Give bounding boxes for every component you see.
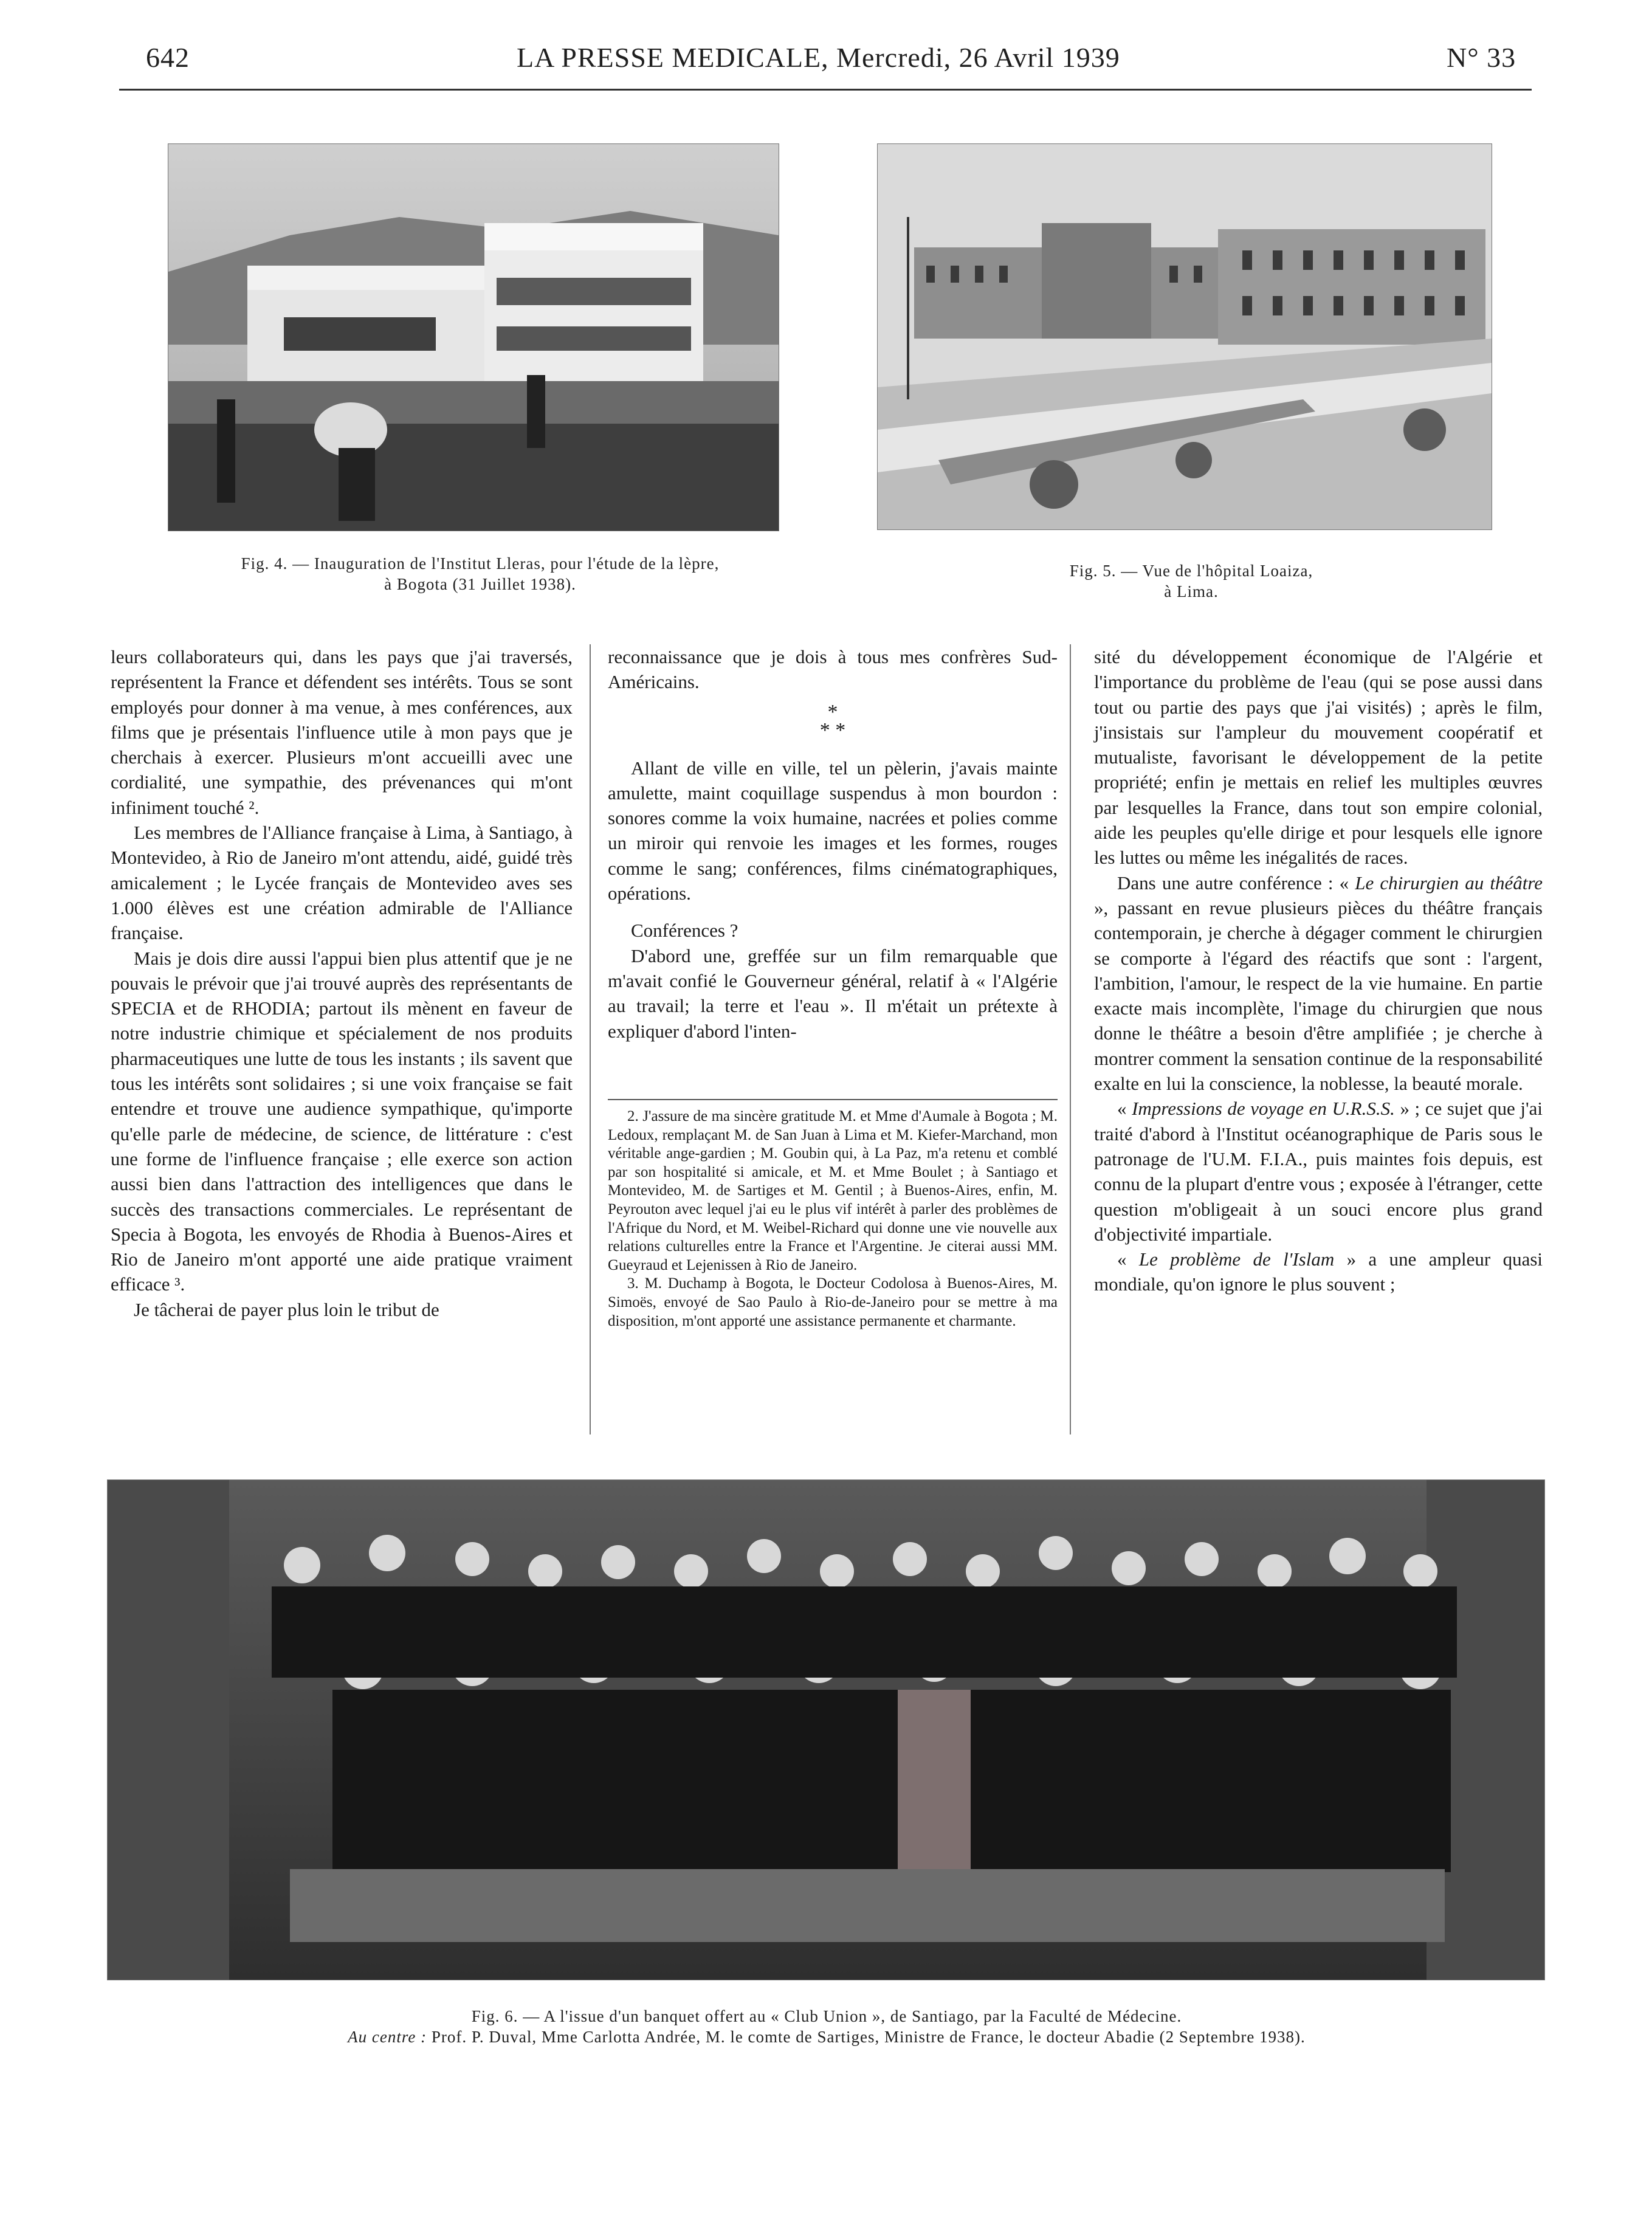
col1-paragraph-4: Je tâcherai de payer plus loin le tribut de (134, 1298, 439, 1320)
footnote-2: 2. J'assure de ma sincère gratitude M. et Mme d'Aumale à Bogota ; M. Ledoux, remplaçant M. de San Juan à Lima et M. Kiefer-Marchand, mon véritable ange-gardien ; M. Goubin qui, à La Paz, m'a retenu et comblé par son hospitalité si amicale, et M. et Mme Boulet ; à Santiago et Montevideo, M. de Sartiges et M. Gentil ; à Buenos-Aires, enfin, M. Peyrouton avec lequel j'ai eu le plus vif intérêt à parler des problèmes de l'Afrique du Nord, et M. Weibel-Richard qui donne une vie nouvelle aux relations culturelles entre la France et l'Argentine. Je citerai aussi MM. Gueyraud et Lejenissen à Rio de Janeiro. (608, 1108, 1058, 1273)
fig4-caption (182, 553, 778, 594)
journal-name: LA PRESSE MEDICALE, (517, 42, 829, 73)
fig6-group-photo (107, 1479, 1545, 1980)
fig5-photo (877, 143, 1492, 530)
fig4-illustration (168, 144, 779, 531)
col2-paragraph-3: Conférences ? (631, 920, 738, 942)
asterisk-top: * (827, 700, 838, 723)
col2-paragraph-1: reconnaissance que je dois à tous mes confrères Sud-Américains. (608, 646, 1058, 693)
col3-p2-rest: », passant en revue plusieurs pièces du théâtre français contemporain, je cherche à dégager comment le chirurgien se comporte à l'égard des réactifs que sont : l'argent, l'ambition, l'amour, le respect de la vie humaine. En partie exacte mais incomplète, l'image du chirurgien que nous donne le théâtre a besoin d'être amplifiée ; je cherche à montrer comment la sensation continue de la responsabilité exalte en lui la conscience, la noblesse, la beauté morale. (1094, 897, 1543, 1095)
page-number: 642 (146, 42, 190, 73)
fig6-caption-line1: Fig. 6. — A l'issue d'un banquet offert au « Club Union », de Santiago, par la Faculté de Médecine. (471, 2007, 1182, 2025)
col3-p4-title: Le problème de l'Islam (1138, 1248, 1335, 1270)
fig6-caption-prefix: Au centre : (348, 2028, 427, 2046)
section-break-asterisks (608, 700, 1058, 742)
fig6-caption-line2 (158, 2027, 1495, 2047)
text-column-3 (1094, 644, 1543, 1297)
fig5-illustration (878, 144, 1492, 529)
text-column-1 (111, 644, 573, 1322)
col2-paragraph-2: Allant de ville en ville, tel un pèlerin, j'avais mainte amulette, maint coquillage suspendus à mon bourdon : sonores comme la voix humaine, nacrées et polies comme un miroir qui renvoie les images et les formes, rouges comme le sang; conférences, films cinématographiques, opérations. (608, 757, 1058, 904)
col3-p4-start: « (1117, 1248, 1139, 1270)
text-column-2 (608, 644, 1058, 1044)
footnote-rule (608, 1099, 1058, 1100)
col1-paragraph-2: Les membres de l'Alliance française à Lima, à Santiago, à Montevideo, à Rio de Janeiro m'ont attendu, aidé, guidé très amicalement ; le Lycée français de Montevideo aves ses 1.000 élèves est une création admirable de l'Alliance française. (111, 822, 573, 944)
column-rule-1 (590, 644, 591, 1434)
col3-p3-rest: » ; ce sujet que j'ai traité d'abord à l'Institut océanographique de Paris sous le patronage de l'U.M. F.I.A., puis maintes fois depuis, est connu de la plupart d'entre vous ; exposée à l'étranger, cette question m'obligeait à un souci encore plus grand d'objectivité impartiale. (1094, 1098, 1543, 1245)
header-rule (119, 89, 1532, 91)
fig6-illustration (108, 1480, 1544, 1980)
col1-paragraph-1: leurs collaborateurs qui, dans les pays que j'ai traversés, représentent la France et défendent ses intérêts. Tous se sont employés pour donner à ma venue, à mes conférences, aux films que je présentais l'influence utile à mon pays que je cherchais à exercer. Plusieurs m'ont accueilli avec une cordialité, une sympathie, des prévenances qui m'ont infiniment touché ². (111, 646, 573, 818)
col3-paragraph-2 (1094, 870, 1543, 1097)
col3-p3-title: Impressions de voyage en U.R.S.S. (1132, 1098, 1395, 1120)
journal-title (517, 41, 1120, 74)
fig5-caption-line1: Fig. 5. — Vue de l'hôpital Loaiza, (1069, 562, 1313, 580)
fig6-caption (158, 2006, 1495, 2047)
fig4-caption-line1: Fig. 4. — Inauguration de l'Institut Lleras, pour l'étude de la lèpre, (241, 554, 720, 573)
column-rule-2 (1070, 644, 1071, 1434)
fig4-photo (168, 143, 779, 531)
footnotes (608, 1107, 1058, 1331)
fig6-caption-names: Prof. P. Duval, Mme Carlotta Andrée, M. le comte de Sartiges, Ministre de France, le docteur Abadie (2 Septembre 1938). (431, 2028, 1306, 2046)
fig5-caption-line2: à Lima. (1164, 582, 1219, 601)
footnote-3: 3. M. Duchamp à Bogota, le Docteur Codolosa à Buenos-Aires, M. Simoës, envoyé de Sao Paulo à Rio-de-Janeiro pour se mettre à ma disposition, m'ont apporté une assistance permanente et charmante. (608, 1275, 1058, 1329)
fig4-caption-line2: à Bogota (31 Juillet 1938). (384, 575, 576, 593)
fig5-caption (985, 560, 1398, 602)
col3-paragraph-3 (1094, 1096, 1543, 1247)
col3-paragraph-1: sité du développement économique de l'Algérie et l'importance du problème de l'eau (qui se pose aussi dans tout ou partie des pays que j'ai visités) ; après le film, j'insistais sur l'ampleur du mouvement coopératif et mutualiste, favorisant le développement de la petite propriété; enfin je mettais en relief les multiples œuvres par lesquelles la France, dans tout son empire colonial, aide les peuples qu'elle dirige et pour lesquels elle ignore les luttes ou même les inégalités de races. (1094, 646, 1543, 869)
col3-paragraph-4 (1094, 1247, 1543, 1297)
col2-paragraph-4: D'abord une, greffée sur un film remarquable que m'avait confié le Gouverneur général, relatif à « l'Algérie au travail; la terre et l'eau ». Il m'était un prétexte à expliquer d'abord l'inten- (608, 945, 1058, 1042)
col3-p2-start: Dans une autre conférence : « (1117, 872, 1355, 894)
col3-p4-rest: » a une ampleur quasi mondiale, qu'on ignore le plus souvent ; (1094, 1248, 1543, 1295)
col3-p2-title: Le chirurgien au théâtre (1355, 872, 1543, 894)
issue-number: N° 33 (1447, 42, 1516, 73)
col3-p3-start: « (1117, 1098, 1132, 1120)
issue-date: Mercredi, 26 Avril 1939 (836, 42, 1120, 73)
asterisk-bottom: * * (819, 718, 846, 742)
col1-paragraph-3: Mais je dois dire aussi l'appui bien plus attentif que je ne pouvais le prévoir que j'ai trouvé auprès des représentants de SPECIA et de RHODIA; partout ils mènent en faveur de notre industrie chimique et spécialement de nos produits pharmaceutiques une lutte de tous les instants ; ils savent que tous les intérêts sont solidaires ; si une voix française se fait entendre et trouve une audience sympathique, qu'importe qu'elle parle de médecine, de science, de littérature : c'est une forme de l'influence française ; elle exerce son action aussi bien dans l'attraction des intelligences que dans le succès des transactions commerciales. Le représentant de Specia à Bogota, les envoyés de Rhodia à Buenos-Aires et Rio de Janeiro m'ont apporté une aide pratique vraiment efficace ³. (111, 947, 573, 1295)
